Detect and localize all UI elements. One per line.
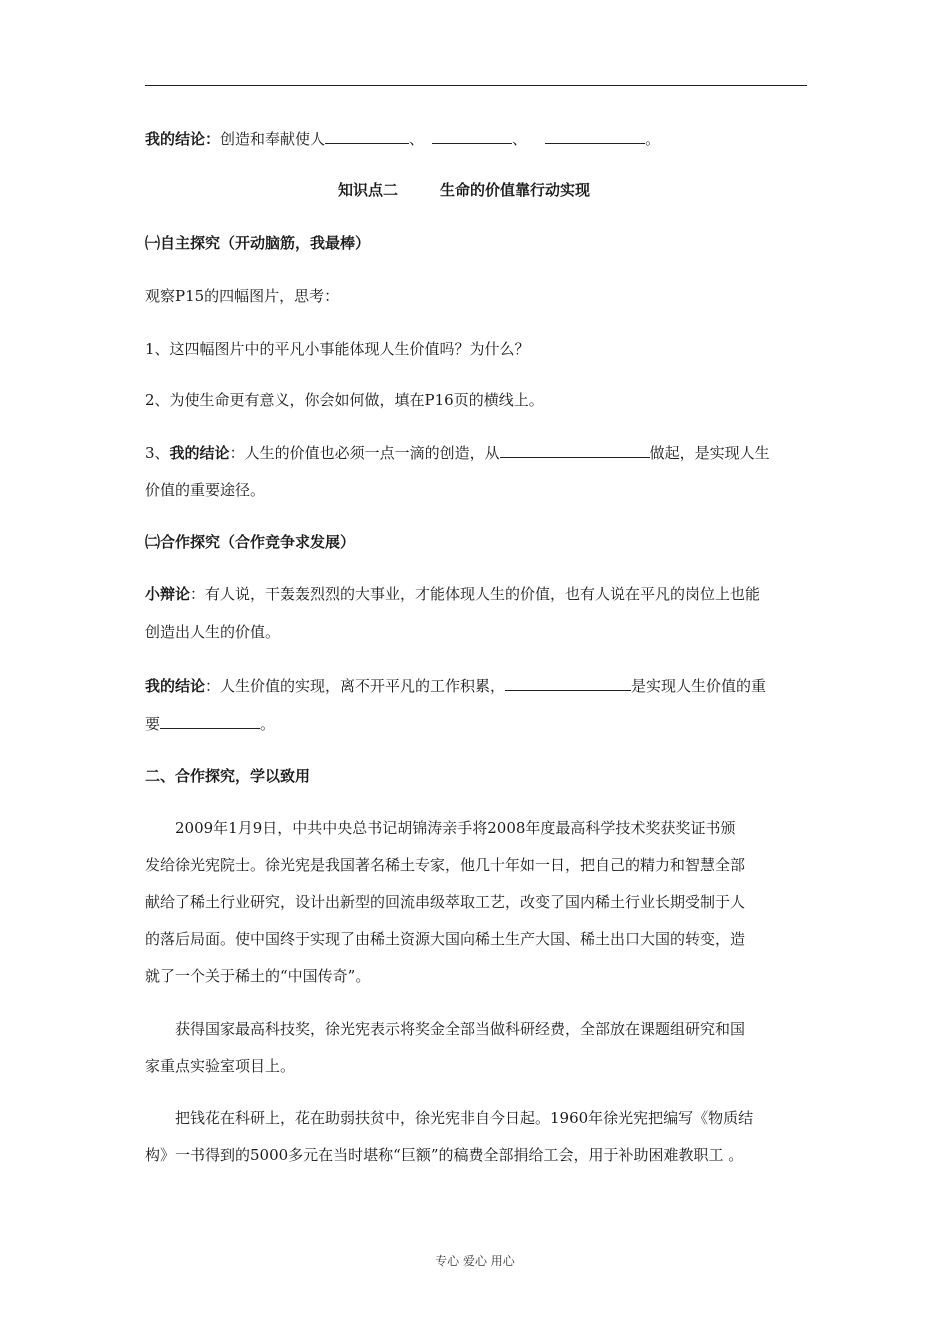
paragraph-1-line: 就了一个关于稀土的“中国传奇”。 (145, 967, 371, 985)
conclusion-text: 创造和奉献使人 (220, 130, 326, 148)
paragraph-3-line: 把钱花在科研上，花在助弱扶贫中，徐光宪非自今日起。1960年徐光宪把编写《物质结 (175, 1109, 754, 1127)
section-heading-self-study: ㈠自主探究（开动脑筋，我最棒） (145, 234, 371, 252)
debate-label: 小辩论 (145, 585, 191, 603)
blank-5[interactable] (505, 675, 631, 691)
conclusion-text: ：人生的价值也必须一点一滴的创造，从 (229, 444, 500, 462)
knowledge-point-title (338, 180, 590, 200)
conclusion-label: 我的结论 (145, 677, 206, 695)
period: 。 (645, 130, 661, 148)
conclusion-label: 我的结论 (169, 444, 230, 462)
section-heading-apply: 二、合作探究，学以致用 (145, 767, 311, 785)
conclusion-tail: 做起，是实现人生 (649, 444, 770, 462)
paragraph-2-line: 获得国家最高科技奖，徐光宪表示将奖金全部当做科研经费，全部放在课题组研究和国 (175, 1020, 746, 1038)
debate-text: ：有人说，干轰轰烈烈的大事业，才能体现人生的价值，也有人说在平凡的岗位上也能 (190, 585, 761, 603)
question-2: 2、为使生命更有意义，你会如何做，填在P16页的横线上。 (145, 391, 544, 409)
knowledge-point-topic: 生命的价值靠行动实现 (440, 181, 591, 199)
conclusion-label: 我的结论： (145, 130, 221, 148)
conclusion-tail: 是实现人生价值的重 (631, 677, 767, 695)
blank-1[interactable] (325, 128, 409, 144)
question-3 (145, 442, 807, 463)
paragraph-1-line: 发给徐光宪院士。徐光宪是我国著名稀土专家，他几十年如一日，把自己的精力和智慧全部 (145, 856, 746, 874)
section-heading-cooperation: ㈡合作探究（合作竞争求发展） (145, 533, 356, 551)
blank-4[interactable] (500, 442, 650, 458)
blank-6[interactable] (160, 713, 260, 729)
separator: 、 (512, 130, 528, 148)
question-number: 3、 (145, 444, 170, 462)
debate (145, 584, 807, 604)
header-rule (145, 85, 807, 86)
separator: 、 (409, 130, 425, 148)
observe-prompt: 观察P15的四幅图片，思考： (145, 287, 340, 305)
blank-2[interactable] (432, 128, 512, 144)
conclusion-text: 要 (145, 715, 161, 733)
period: 。 (260, 715, 276, 733)
paragraph-1-line: 献给了稀土行业研究，设计出新型的回流串级萃取工艺，改变了国内稀土行业长期受制于人 (145, 893, 746, 911)
conclusion-2-line-2 (145, 713, 807, 734)
blank-3[interactable] (545, 128, 645, 144)
paragraph-2-line: 家重点实验室项目上。 (145, 1057, 296, 1075)
debate-line-2: 创造出人生的价值。 (145, 623, 281, 641)
paragraph-1-line: 2009年1月9日，中共中央总书记胡锦涛亲手将2008年度最高科学技术奖获奖证书颁 (175, 819, 736, 837)
conclusion-2 (145, 675, 807, 696)
knowledge-point-number: 知识点二 (338, 181, 399, 199)
paragraph-1-line: 的落后局面。使中国终于实现了由稀土资源大国向稀土生产大国、稀土出口大国的转变，造 (145, 930, 746, 948)
conclusion-text: ：人生价值的实现，离不开平凡的工作积累， (205, 677, 506, 695)
question-3-line-2: 价值的重要途径。 (145, 481, 266, 499)
conclusion-1 (145, 128, 807, 149)
question-1: 1、这四幅图片中的平凡小事能体现人生价值吗？为什么？ (145, 340, 530, 358)
page-footer: 专心 爱心 用心 (435, 1254, 515, 1268)
paragraph-3-line: 构》一书得到的5000多元在当时堪称“巨额”的稿费全部捐给工会，用于补助困难教职工 。 (145, 1146, 744, 1164)
